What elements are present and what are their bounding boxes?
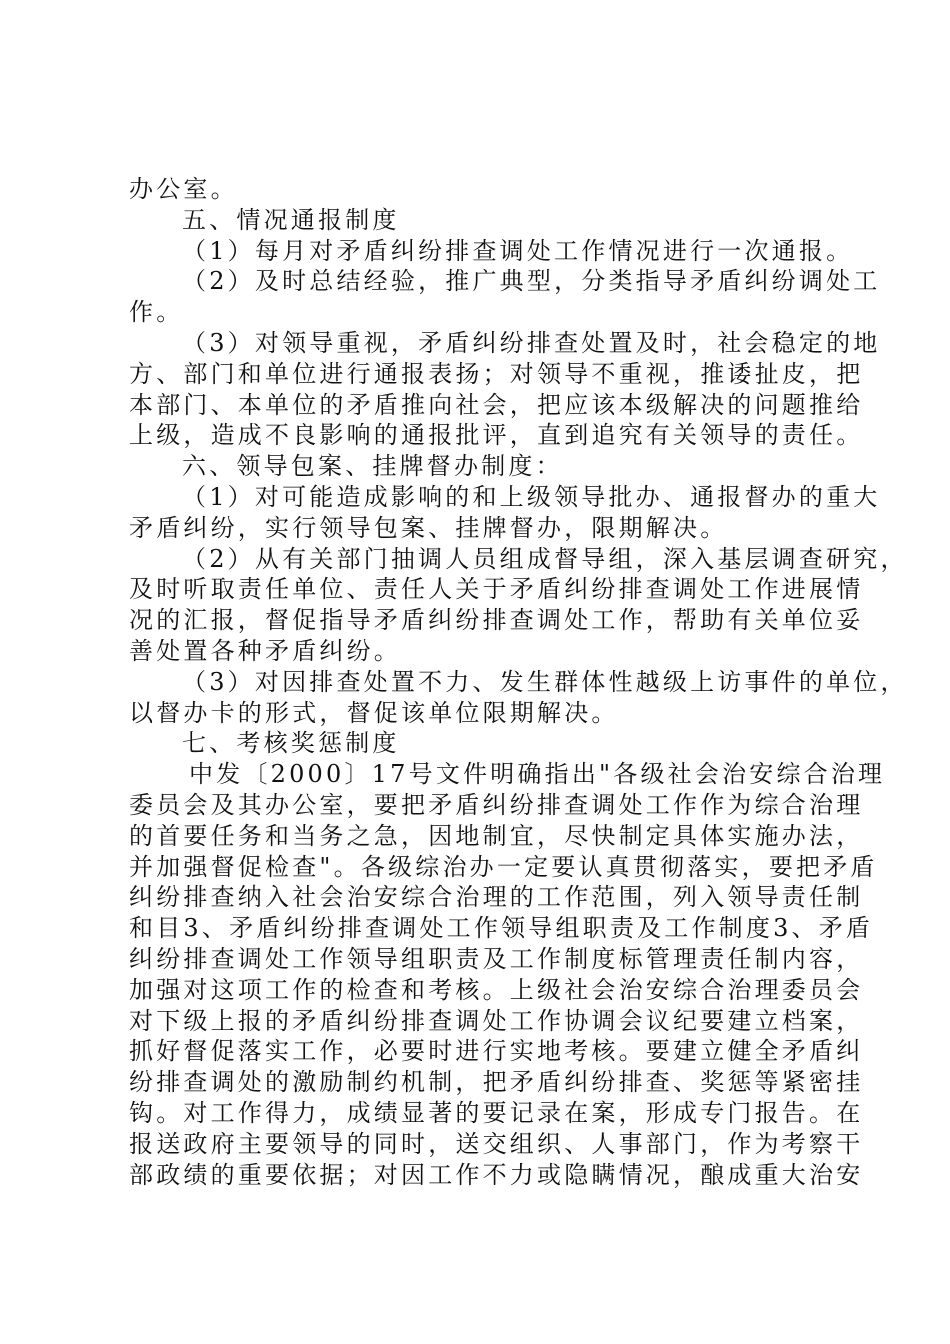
text-line: 钩。对工作得力，成绩显著的要记录在案，形成专门报告。在 (129, 1098, 864, 1127)
text-line: 办公室。 (129, 175, 238, 203)
text-line: 抓好督促落实工作，必要时进行实地考核。要建立健全矛盾纠 (129, 1037, 864, 1066)
text-line: （2）及时总结经验，推广典型，分类指导矛盾纠纷调处工 (182, 267, 881, 296)
text-line: 作。 (129, 298, 184, 327)
text-line: 善处置各种矛盾纠纷。 (129, 636, 401, 665)
section-heading: 六、领导包案、挂牌督办制度： (182, 452, 563, 481)
text-line: （2）从有关部门抽调人员组成督导组，深入基层调查研究， (182, 544, 908, 573)
text-line: 和目3、矛盾纠纷排查调处工作领导组职责及工作制度3、矛盾 (129, 914, 874, 943)
text-line: （3）对领导重视，矛盾纠纷排查处置及时，社会稳定的地 (182, 328, 881, 357)
text-line: 中发〔2000〕17号文件明确指出"各级社会治安综合治理 (189, 760, 886, 789)
text-line: 及时听取责任单位、责任人关于矛盾纠纷排查调处工作进展情 (129, 575, 864, 604)
text-line: 加强对这项工作的检查和考核。上级社会治安综合治理委员会 (129, 975, 864, 1004)
text-line: 并加强督促检查"。各级综治办一定要认真贯彻落实，要把矛盾 (129, 852, 878, 881)
text-line: 的首要任务和当务之急，因地制宜，尽快制定具体实施办法， (129, 821, 864, 850)
text-line: 纷排查调处的激励制约机制，把矛盾纠纷排查、奖惩等紧密挂 (129, 1068, 864, 1097)
text-line: 部政绩的重要依据；对因工作不力或隐瞒情况，酿成重大治安 (129, 1160, 864, 1189)
text-line: 上级，造成不良影响的通报批评，直到追究有关领导的责任。 (129, 421, 864, 450)
text-line: （1）对可能造成影响的和上级领导批办、通报督办的重大 (182, 482, 881, 511)
document-body (129, 174, 908, 1190)
section-heading: 七、考核奖惩制度 (182, 729, 400, 758)
text-line: 纠纷排查调处工作领导组职责及工作制度标管理责任制内容， (129, 944, 864, 973)
text-line: 矛盾纠纷，实行领导包案、挂牌督办，限期解决。 (129, 513, 728, 542)
text-line: 报送政府主要领导的同时，送交组织、人事部门，作为考察干 (129, 1129, 864, 1158)
text-line: 以督办卡的形式，督促该单位限期解决。 (129, 698, 619, 727)
text-line: 方、部门和单位进行通报表扬；对领导不重视，推诿扯皮，把 (129, 359, 864, 388)
text-line: 委员会及其办公室，要把矛盾纠纷排查调处工作作为综合治理 (129, 790, 864, 819)
text-line: 纠纷排查纳入社会治安综合治理的工作范围，列入领导责任制 (129, 883, 864, 912)
text-line: 况的汇报，督促指导矛盾纠纷排查调处工作，帮助有关单位妥 (129, 606, 864, 635)
text-line: 对下级上报的矛盾纠纷排查调处工作协调会议纪要建立档案， (129, 1006, 864, 1035)
section-heading: 五、情况通报制度 (182, 205, 400, 234)
text-line: （3）对因排查处置不力、发生群体性越级上访事件的单位， (182, 667, 908, 696)
text-line: （1）每月对矛盾纠纷排查调处工作情况进行一次通报。 (182, 236, 854, 265)
text-line: 本部门、本单位的矛盾推向社会，把应该本级解决的问题推给 (129, 390, 864, 419)
